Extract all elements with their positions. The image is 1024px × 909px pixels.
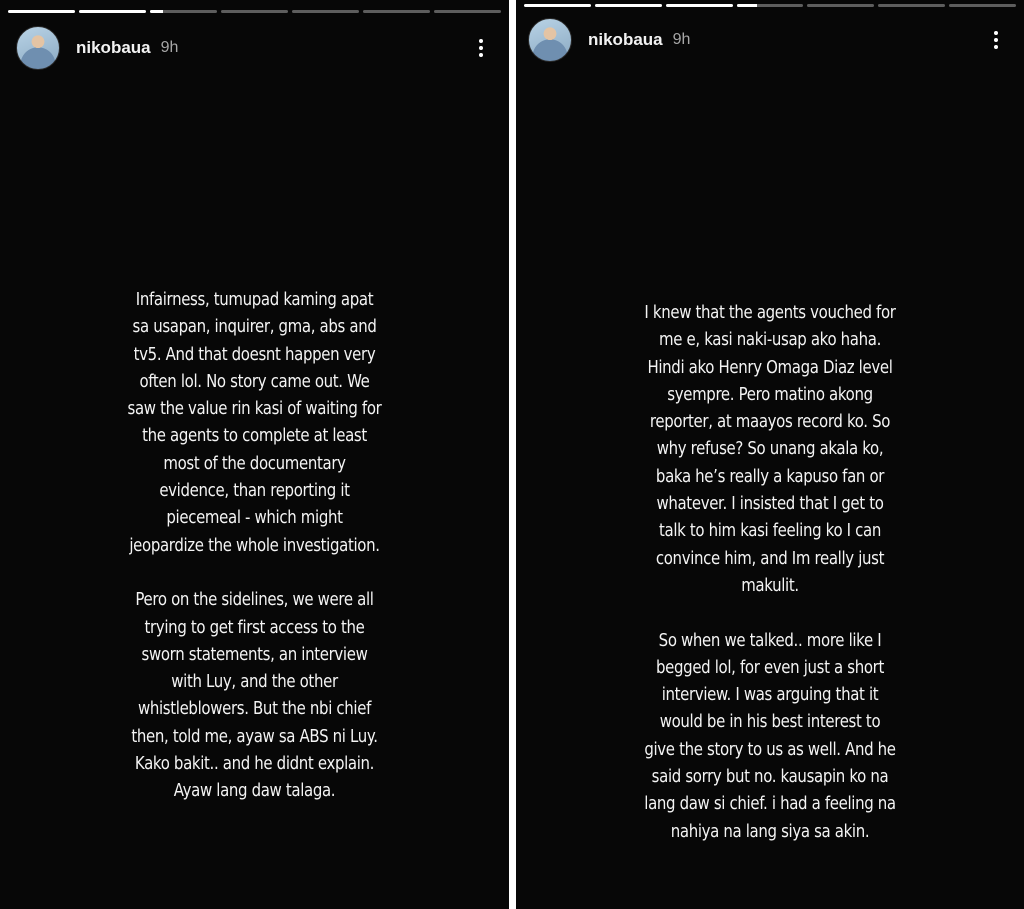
text-line: with Luy, and the other <box>171 672 338 693</box>
story-progress-bar <box>524 4 1016 7</box>
progress-segment <box>79 10 146 13</box>
text-line: reporter, at maayos record ko. So <box>649 412 891 433</box>
story-paragraph <box>552 300 989 600</box>
progress-segment <box>737 4 804 7</box>
username[interactable]: nikobaua <box>588 30 663 49</box>
progress-fill <box>150 10 163 13</box>
progress-segment <box>666 4 733 7</box>
progress-fill <box>666 4 733 7</box>
story-paragraph <box>36 287 474 560</box>
more-options-icon[interactable] <box>469 33 493 63</box>
text-line: I knew that the agents vouched for <box>644 303 896 323</box>
text-line: trying to get first access to the <box>144 617 365 638</box>
story-text <box>36 287 474 806</box>
text-line: interview. I was arguing that it <box>661 685 879 706</box>
progress-segment <box>221 10 288 13</box>
text-line: often lol. No story came out. We <box>139 371 370 392</box>
progress-segment <box>595 4 662 7</box>
text-line: me e, kasi naki-usap ako haha. <box>659 330 881 351</box>
paragraph-gap <box>36 560 474 587</box>
text-line: whistleblowers. But the nbi chief <box>137 699 372 720</box>
story-paragraph <box>552 628 989 846</box>
text-line: jeopardize the whole investigation. <box>129 535 380 556</box>
text-line: Infairness, tumupad kaming apat <box>135 290 374 310</box>
text-line: the agents to complete at least <box>142 426 367 447</box>
progress-fill <box>79 10 146 13</box>
text-line: sworn statements, an interview <box>141 644 368 665</box>
text-line: baka he’s really a kapuso fan or <box>655 466 885 487</box>
text-line: So when we talked.. more like I <box>658 630 882 651</box>
text-line: said sorry but no. kausapin ko na <box>651 767 889 788</box>
story-panel-left[interactable] <box>0 0 509 909</box>
text-line: then, told me, ayaw sa ABS ni Luy. <box>131 726 378 747</box>
text-line: most of the documentary <box>163 453 346 474</box>
text-line: piecemeal - which might <box>166 508 343 529</box>
progress-fill <box>524 4 591 7</box>
progress-segment <box>878 4 945 7</box>
progress-fill <box>8 10 75 13</box>
more-options-icon[interactable] <box>984 25 1008 55</box>
text-line: syempre. Pero matino akong <box>667 384 873 405</box>
progress-segment <box>363 10 430 13</box>
progress-fill <box>737 4 757 7</box>
text-line: saw the value rin kasi of waiting for <box>127 399 382 420</box>
post-time: 9h <box>160 39 179 56</box>
progress-segment <box>292 10 359 13</box>
text-line: Kako bakit.. and he didnt explain. <box>134 754 375 775</box>
story-text <box>552 300 989 846</box>
text-line: makulit. <box>741 575 799 596</box>
paragraph-gap <box>552 600 989 627</box>
story-header <box>528 19 1008 61</box>
text-line: would be in his best interest to <box>659 712 881 733</box>
story-header <box>16 27 493 69</box>
text-line: Hindi ako Henry Omaga Diaz level <box>647 357 893 378</box>
text-line: sa usapan, inquirer, gma, abs and <box>132 317 377 338</box>
text-line: whatever. I insisted that I get to <box>656 494 884 515</box>
progress-segment <box>150 10 217 13</box>
progress-segment <box>807 4 874 7</box>
text-line: why refuse? So unang akala ko, <box>656 439 884 460</box>
username[interactable]: nikobaua <box>76 38 151 57</box>
text-line: nahiya na lang siya sa akin. <box>670 821 870 842</box>
text-line: convince him, and Im really just <box>655 548 885 569</box>
text-line: begged lol, for even just a short <box>656 657 884 678</box>
story-progress-bar <box>8 10 501 13</box>
story-paragraph <box>36 587 474 805</box>
text-line: give the story to us as well. And he <box>644 739 896 760</box>
text-line: tv5. And that doesnt happen very <box>133 344 376 365</box>
progress-fill <box>595 4 662 7</box>
text-line: talk to him kasi feeling ko I can <box>658 521 882 542</box>
avatar[interactable] <box>16 26 60 70</box>
post-time: 9h <box>672 31 691 48</box>
progress-segment <box>8 10 75 13</box>
progress-segment <box>434 10 501 13</box>
text-line: lang daw si chief. i had a feeling na <box>644 794 896 815</box>
story-panel-right[interactable] <box>516 0 1024 909</box>
text-line: Pero on the sidelines, we were all <box>135 590 374 611</box>
text-line: Ayaw lang daw talaga. <box>173 781 336 802</box>
progress-segment <box>949 4 1016 7</box>
avatar[interactable] <box>528 18 572 62</box>
text-line: evidence, than reporting it <box>159 481 350 502</box>
progress-segment <box>524 4 591 7</box>
